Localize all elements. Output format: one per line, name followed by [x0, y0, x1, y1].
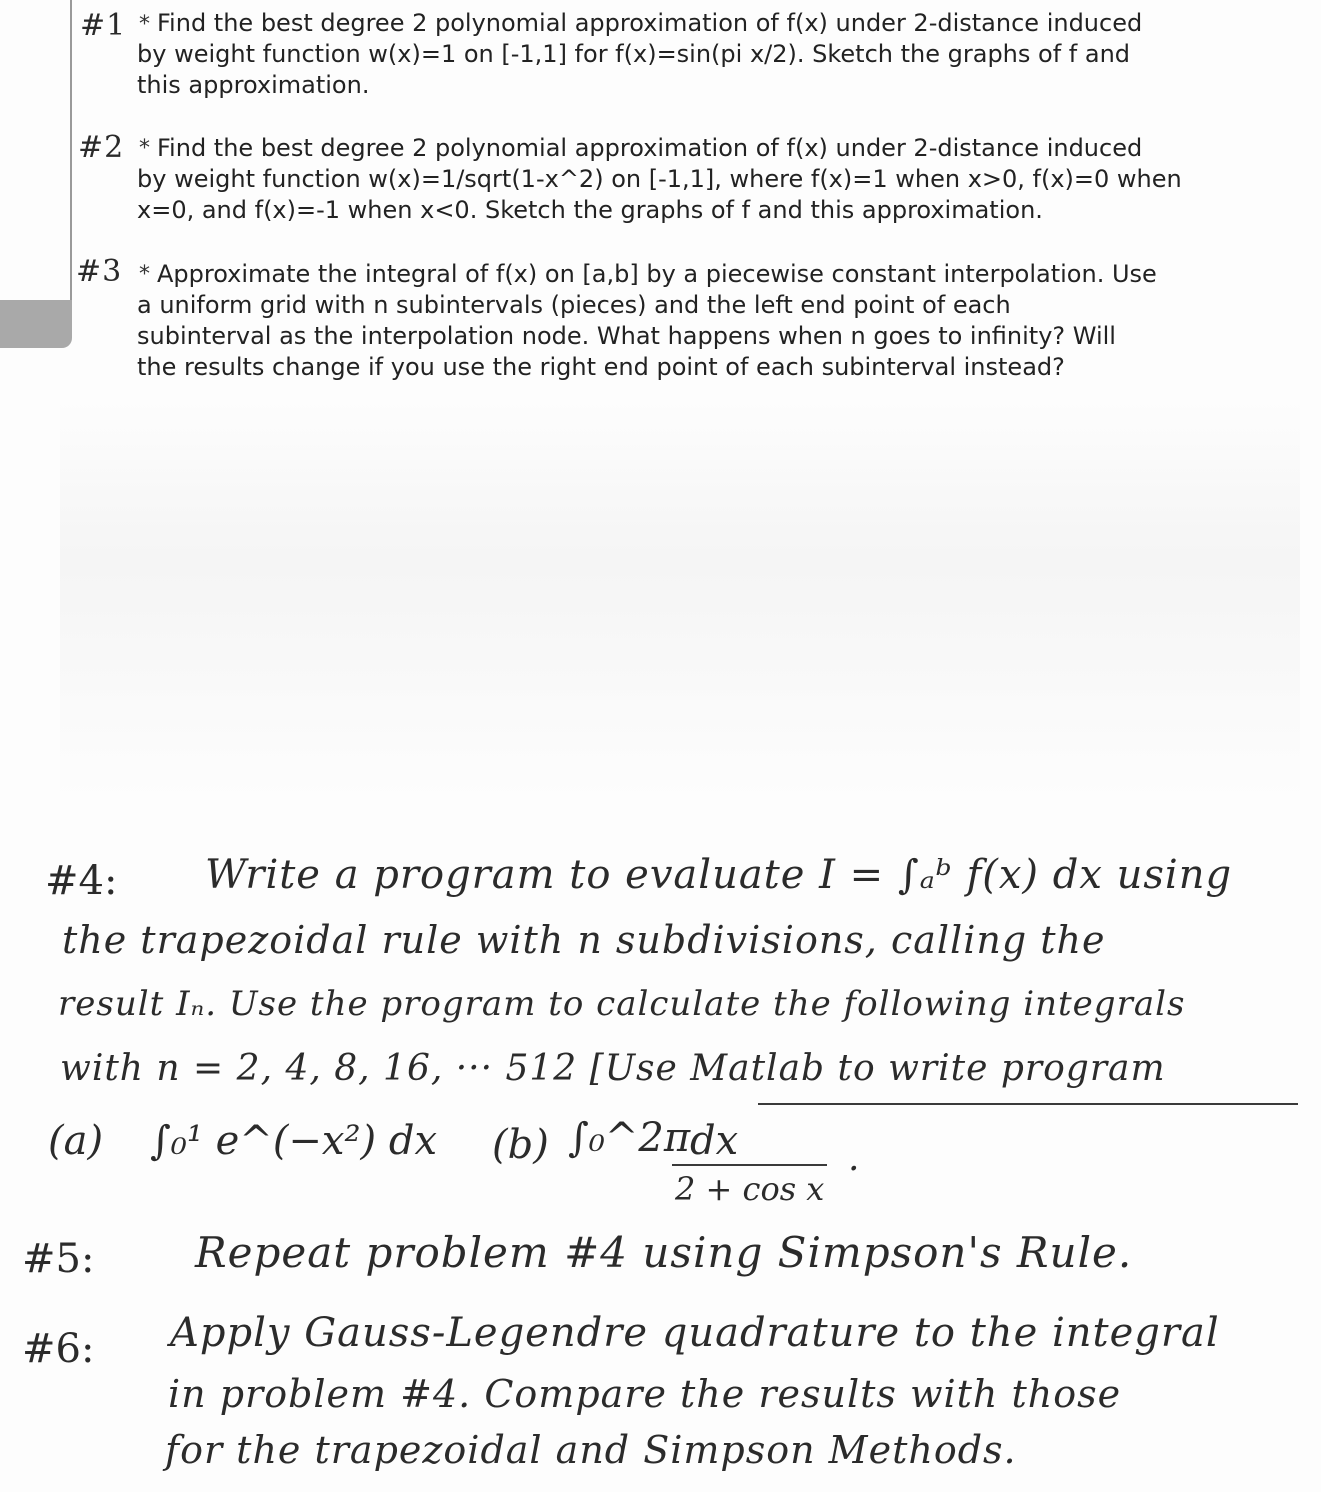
problem-4-number: #4:: [45, 858, 118, 904]
problem-2-line-2: by weight function w(x)=1/sqrt(1-x^2) on [-1,1], where f(x)=1 when x>0, f(x)=0 when: [137, 165, 1182, 193]
problem-5-text: Repeat problem #4 using Simpson's Rule.: [195, 1228, 1133, 1277]
underline-mark: [758, 1103, 1298, 1105]
problem-4-line-1: Write a program to evaluate I = ∫ₐᵇ f(x) dx using: [205, 852, 1233, 898]
part-b-denominator: 2 + cos x: [675, 1170, 825, 1208]
part-b-numerator: dx: [690, 1118, 739, 1164]
part-a-integral: ∫₀¹ e^(−x²) dx: [150, 1118, 438, 1164]
part-b-integral-limits: ∫₀^2π: [568, 1115, 691, 1161]
fraction-bar: [672, 1164, 827, 1166]
scan-smudge: [60, 400, 1300, 800]
problem-2-number: #2: [78, 130, 125, 165]
problem-6-number: #6:: [22, 1326, 95, 1372]
problem-1-number: #1: [80, 8, 127, 43]
problem-2-line-3: x=0, and f(x)=-1 when x<0. Sketch the graphs of f and this approximation.: [137, 196, 1043, 224]
asterisk-icon: *: [139, 12, 150, 37]
problem-3-text: [137, 259, 1197, 383]
problem-3-number: #3: [76, 254, 123, 289]
left-margin-rule: [70, 0, 72, 330]
problem-1-line-1: Find the best degree 2 polynomial approximation of f(x) under 2-distance induced: [157, 9, 1143, 37]
part-a-label: (a): [48, 1118, 104, 1164]
part-b-period: .: [848, 1138, 860, 1179]
asterisk-icon: *: [139, 262, 150, 287]
problem-2-line-1: Find the best degree 2 polynomial approximation of f(x) under 2-distance induced: [157, 134, 1143, 162]
problem-2-text: [137, 133, 1197, 226]
problem-6-line-1: Apply Gauss-Legendre quadrature to the integral: [170, 1310, 1220, 1356]
problem-6-line-3: for the trapezoidal and Simpson Methods.: [165, 1428, 1017, 1472]
problem-3-line-4: the results change if you use the right end point of each subinterval instead?: [137, 353, 1065, 381]
problem-3-line-3: subinterval as the interpolation node. What happens when n goes to infinity? Will: [137, 322, 1116, 350]
problem-4-line-4: with n = 2, 4, 8, 16, ··· 512 [Use Matlab to write program: [60, 1048, 1166, 1089]
part-b-label: (b): [492, 1122, 549, 1168]
problem-3-line-2: a uniform grid with n subintervals (pieces) and the left end point of each: [137, 291, 1011, 319]
problem-1-line-2: by weight function w(x)=1 on [-1,1] for f(x)=sin(pi x/2). Sketch the graphs of f and: [137, 40, 1131, 68]
margin-tab: [0, 300, 72, 348]
problem-3-line-1: Approximate the integral of f(x) on [a,b] by a piecewise constant interpolation. Use: [157, 260, 1157, 288]
problem-6-line-2: in problem #4. Compare the results with those: [168, 1372, 1122, 1416]
problem-4-line-3: result Iₙ. Use the program to calculate the following integrals: [58, 984, 1186, 1024]
problem-1-text: [137, 8, 1197, 101]
asterisk-icon: *: [139, 136, 150, 161]
problem-1-line-3: this approximation.: [137, 71, 370, 99]
problem-4-line-2: the trapezoidal rule with n subdivisions, calling the: [62, 918, 1106, 962]
problem-5-number: #5:: [22, 1236, 95, 1282]
